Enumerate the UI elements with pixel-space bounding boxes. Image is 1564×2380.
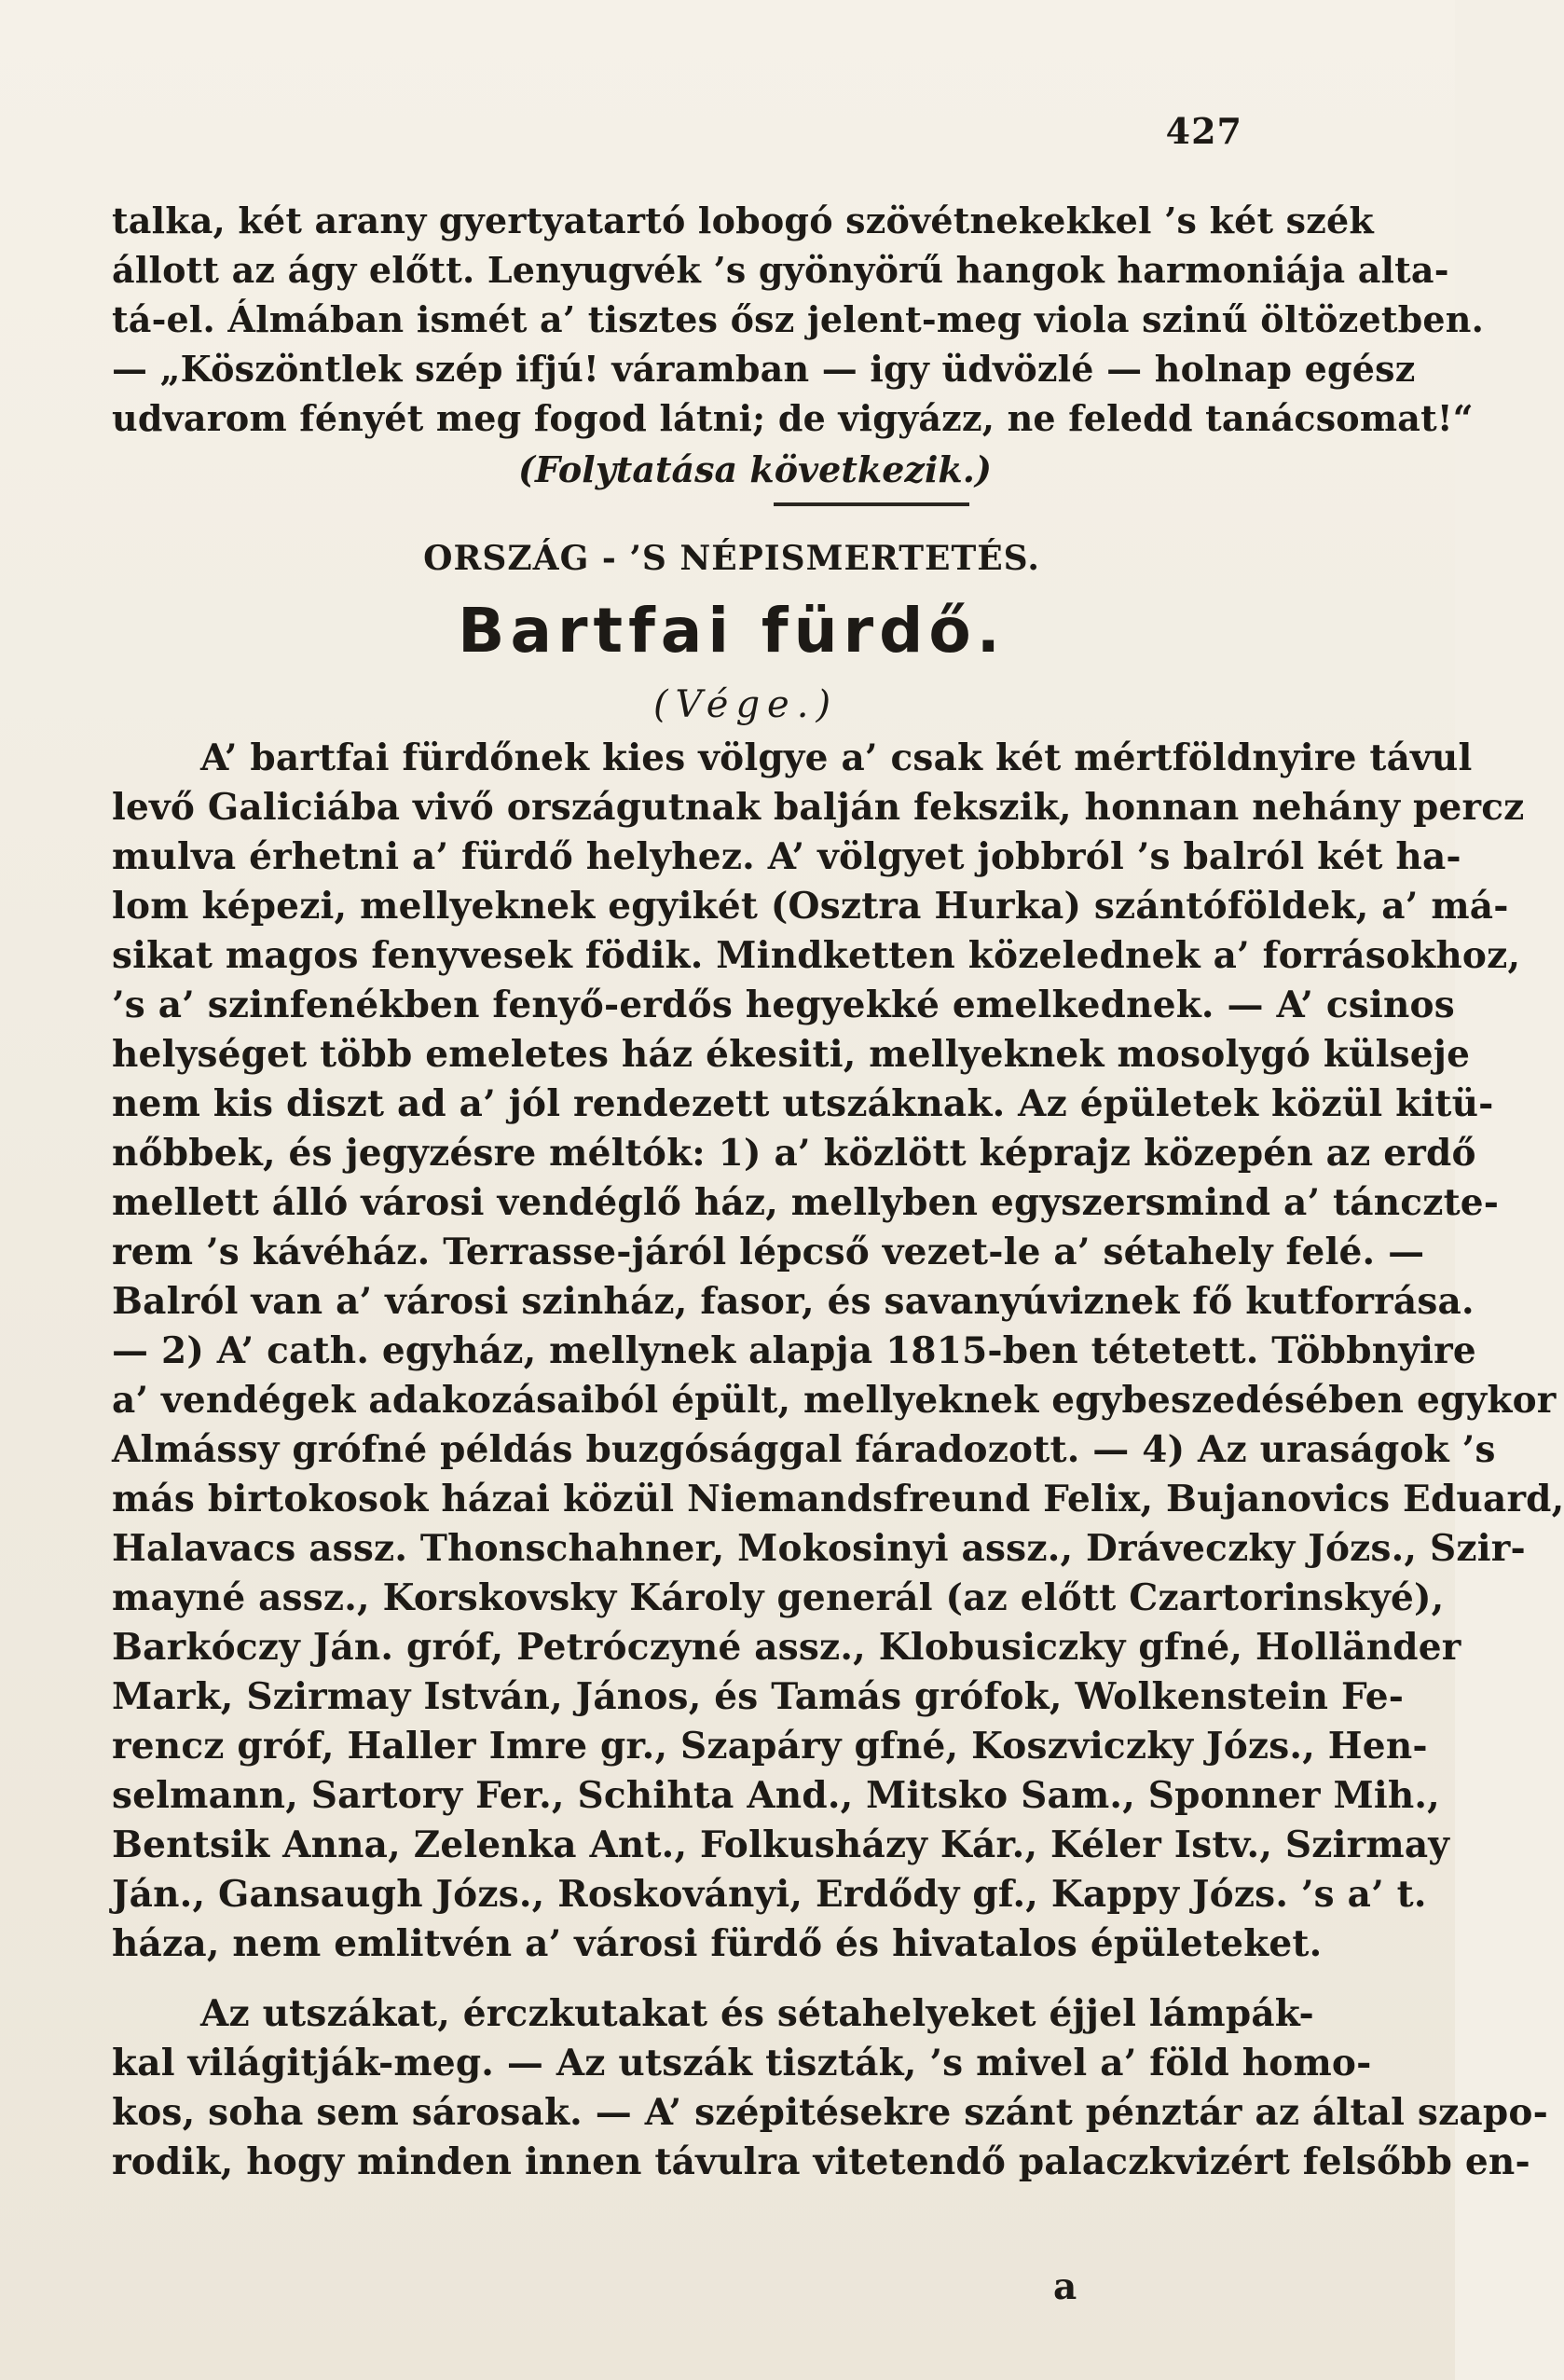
text-line: nem kis diszt ad a’ jól rendezett utszáknak. Az épületek közül kitü- [112, 1082, 1494, 1125]
text-line: helységet több emeletes ház ékesiti, mellyeknek mosolygó külseje [112, 1033, 1471, 1076]
text-line: rodik, hogy minden innen távulra vitetendő palaczkvizért felsőbb en- [112, 2140, 1530, 2183]
text-line: levő Galiciába vivő országutnak balján fekszik, honnan nehány percz [112, 786, 1525, 829]
text-line: más birtokosok házai közül Niemandsfreund Felix, Bujanovics Eduard, [112, 1478, 1564, 1520]
text-line: selmann, Sartory Fer., Schihta And., Mitsko Sam., Sponner Mih., [112, 1774, 1440, 1817]
text-line: mayné assz., Korskovsky Károly generál (az előtt Czartorinskyé), [112, 1576, 1445, 1619]
top-paragraph [112, 196, 1485, 443]
text-line: Barkóczy Ján. gróf, Petróczyné assz., Klobusiczky gfné, Holländer [112, 1626, 1461, 1669]
text-line: nőbbek, és jegyzésre méltók: 1) a’ közlött képrajz közepén az erdő [112, 1132, 1476, 1175]
article-title: Bartfai fürdő. [458, 595, 1006, 667]
text-line: mulva érhetni a’ fürdő helyhez. A’ völgyet jobbról ’s balról két ha- [112, 835, 1461, 878]
text-line: Halavacs assz. Thonschahner, Mokosinyi assz., Dráveczky Józs., Szir- [112, 1527, 1526, 1570]
text-line: — 2) A’ cath. egyház, mellynek alapja 1815-ben tétetett. Többnyire [112, 1329, 1476, 1372]
text-line: kal világitják-meg. — Az utszák tiszták, ’s mivel a’ föld homo- [112, 2042, 1372, 2084]
text-line: Mark, Szirmay István, János, és Tamás grófok, Wolkenstein Fe- [112, 1675, 1405, 1718]
catchword: a [1053, 2265, 1077, 2308]
text-line: udvarom fényét meg fogod látni; de vigyázz, ne feledd tanácsomat!“ [112, 397, 1474, 439]
text-line: Bentsik Anna, Zelenka Ant., Folkusházy Kár., Kéler Istv., Szirmay [112, 1823, 1450, 1866]
section-heading: ORSZÁG - ’S NÉPISMERTETÉS. [423, 539, 1040, 578]
text-line: állott az ágy előtt. Lenyugvék ’s gyönyörű hangok harmoniája alta- [112, 249, 1449, 291]
section-divider [774, 502, 969, 506]
text-line: tá-el. Álmában ismét a’ tisztes ősz jelent-meg viola szinű öltözetben. [112, 298, 1485, 340]
text-line: mellett álló városi vendéglő ház, mellyben egyszersmind a’ tánczte- [112, 1181, 1500, 1224]
text-line: a’ vendégek adakozásaiból épült, mellyeknek egybeszedésében egykor [112, 1379, 1557, 1422]
text-line: — „Köszöntlek szép ifjú! váramban — igy üdvözlé — holnap egész [112, 348, 1416, 390]
text-column [112, 196, 1564, 2187]
text-line: sikat magos fenyvesek födik. Mindketten közelednek a’ forrásokhoz, [112, 934, 1521, 977]
text-line: háza, nem emlitvén a’ városi fürdő és hivatalos épületeket. [112, 1922, 1323, 1965]
continuation-note: (Folytatása következik.) [518, 448, 992, 490]
text-line: Almássy grófné példás buzgósággal fáradozott. — 4) Az uraságok ’s [112, 1428, 1496, 1471]
text-line: Az utszákat, érczkutakat és sétahelyeket éjjel lámpák- [200, 1992, 1314, 2035]
text-line: talka, két arany gyertyatartó lobogó szövétnekekkel ’s két szék [112, 199, 1374, 241]
text-line: Balról van a’ városi szinház, fasor, és savanyúviznek fő kutforrása. [112, 1280, 1475, 1323]
text-line: Ján., Gansaugh Józs., Roskoványi, Erdődy gf., Kappy Józs. ’s a’ t. [112, 1873, 1427, 1916]
paragraph-1 [112, 734, 1564, 1969]
text-line: rem ’s kávéház. Terrasse-járól lépcső vezet-le a’ sétahely felé. — [112, 1231, 1425, 1273]
text-line: ’s a’ szinfenékben fenyő-erdős hegyekké emelkednek. — A’ csinos [112, 984, 1455, 1026]
paragraph-gap [112, 1969, 1249, 1989]
paragraph-2 [112, 1989, 1548, 2187]
text-line: kos, soha sem sárosak. — A’ szépitésekre szánt pénztár az által szapo- [112, 2091, 1548, 2134]
article-subtitle: (Vége.) [652, 683, 839, 726]
text-line: A’ bartfai fürdőnek kies völgye a’ csak két mértföldnyire távul [200, 736, 1473, 779]
page-number: 427 [1165, 110, 1242, 152]
text-line: rencz gróf, Haller Imre gr., Szapáry gfné, Koszviczky Józs., Hen- [112, 1725, 1428, 1768]
text-line: lom képezi, mellyeknek egyikét (Osztra Hurka) szántóföldek, a’ má- [112, 885, 1509, 928]
